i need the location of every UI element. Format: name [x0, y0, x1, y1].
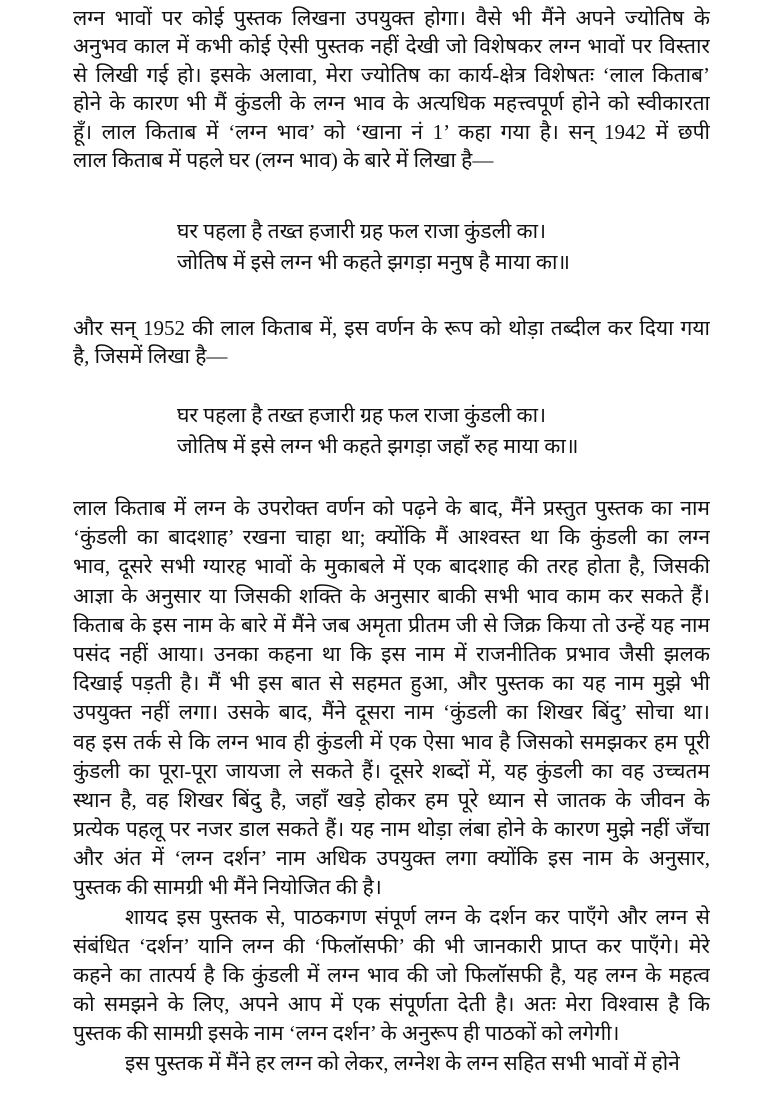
text-line: लाल किताब में लग्न के उपरोक्त वर्णन को पढ़ने के बाद, मैंने प्रस्तुत पुस्तक का नाम — [73, 496, 710, 520]
text-line: इस पुस्तक में मैंने हर लग्न को लेकर, लग्नेश के लग्न सहित सभी भावों में होने — [125, 1050, 680, 1075]
text-line: शायद इस पुस्तक से, पाठकगण संपूर्ण लग्न के दर्शन कर पाएँगे और लग्न से — [125, 904, 710, 929]
text-line: उपयुक्त नहीं लगा। उसके बाद, मैंने दूसरा नाम ‘कुंडली का शिखर बिंदु’ सोचा था। — [73, 700, 710, 725]
text-line: जोतिष में इसे लग्न भी कहते झगड़ा जहाँ रुह माया का॥ — [177, 434, 579, 458]
text-line: कहने का तात्पर्य है कि कुंडली में लग्न भाव की जो फिलॉसफी है, यह लग्न के महत्व — [73, 963, 710, 987]
text-line: किताब के इस नाम के बारे में मैंने जब अमृता प्रीतम जी से जिक्र किया तो उन्हें यह नाम — [73, 612, 710, 637]
text-line: वह इस तर्क से कि लग्न भाव ही कुंडली में एक ऐसा भाव है जिसको समझकर हम पूरी — [73, 729, 710, 754]
text-line: दिखाई पड़ती है। मैं भी इस बात से सहमत हुआ, और पुस्तक का यह नाम मुझे भी — [73, 671, 710, 696]
text-line: है, जिसमें लिखा है— — [73, 344, 228, 369]
text-line: घर पहला है तख्त हजारी ग्रह फल राजा कुंडली का। — [177, 403, 547, 427]
text-line: स्थान है, वह शिखर बिंदु है, जहाँ खड़े होकर हम पूरे ध्यान से जातक के जीवन के — [73, 787, 710, 812]
text-line: कुंडली का पूरा-पूरा जायजा ले सकते हैं। दूसरे शब्दों में, यह कुंडली का वह उच्चतम — [73, 758, 710, 783]
text-line: लग्न भावों पर कोई पुस्तक लिखना उपयुक्त होगा। वैसे भी मैंने अपने ज्योतिष के — [73, 6, 710, 30]
text-line: और अंत में ‘लग्न दर्शन’ नाम अधिक उपयुक्त लगा क्योंकि इस नाम के अनुसार, — [73, 846, 710, 871]
text-line: होने के कारण भी मैं कुंडली के लग्न भाव के अत्यधिक महत्त्वपूर्ण होने को स्वीकारता — [73, 91, 710, 116]
text-line: संबंधित ‘दर्शन’ यानि लग्न की ‘फिलॉसफी’ की भी जानकारी प्राप्त कर पाएँगे। मेरे — [73, 933, 710, 958]
text-line: और सन् 1952 की लाल किताब में, इस वर्णन के रूप को थोड़ा तब्दील कर दिया गया — [73, 316, 710, 340]
paragraph-1 — [73, 4, 710, 174]
verse-1-1942 — [177, 216, 617, 278]
text-line: पसंद नहीं आया। उनका कहना था कि इस नाम में राजनीतिक प्रभाव जैसी झलक — [73, 641, 710, 666]
text-line: पुस्तक की सामग्री भी मैंने नियोजित की है। — [73, 875, 382, 900]
text-line: अनुभव काल में कभी कोई ऐसी पुस्तक नहीं देखी जो विशेषकर लग्न भावों पर विस्तार — [73, 34, 710, 59]
text-line: आज्ञा के अनुसार या जिसकी शक्ति के अनुसार बाकी सभी भाव काम कर सकते हैं। — [73, 583, 710, 608]
text-line: जोतिष में इसे लग्न भी कहते झगड़ा मनुष है माया का॥ — [177, 250, 571, 274]
text-line: पुस्तक की सामग्री इसके नाम ‘लग्न दर्शन’ के अनुरूप ही पाठकों को लगेगी। — [73, 1021, 620, 1046]
paragraph-2 — [73, 314, 710, 371]
text-line: को समझने के लिए, अपने आप में एक संपूर्णता देती है। अतः मेरा विश्वास है कि — [73, 992, 710, 1017]
text-line: से लिखी गई हो। इसके अलावा, मेरा ज्योतिष का कार्य-क्षेत्र विशेषतः ‘लाल किताब’ — [73, 62, 710, 87]
paragraph-3 — [73, 494, 710, 1078]
text-line: हूँ। लाल किताब में ‘लग्न भाव’ को ‘खाना नं 1’ कहा गया है। सन् 1942 में छपी — [73, 119, 710, 144]
text-line: ‘कुंडली का बादशाह’ रखना चाहा था; क्योंकि मैं आश्वस्त था कि कुंडली का लग्न — [73, 525, 710, 550]
text-line: घर पहला है तख्त हजारी ग्रह फल राजा कुंडली का। — [177, 219, 547, 243]
text-line: भाव, दूसरे सभी ग्यारह भावों के मुकाबले में एक बादशाह की तरह होता है, जिसकी — [73, 554, 710, 579]
verse-2-1952 — [177, 400, 617, 462]
text-line: लाल किताब में पहले घर (लग्न भाव) के बारे में लिखा है— — [73, 147, 494, 172]
text-line: प्रत्येक पहलू पर नजर डाल सकते हैं। यह नाम थोड़ा लंबा होने के कारण मुझे नहीं जँचा — [73, 817, 710, 842]
